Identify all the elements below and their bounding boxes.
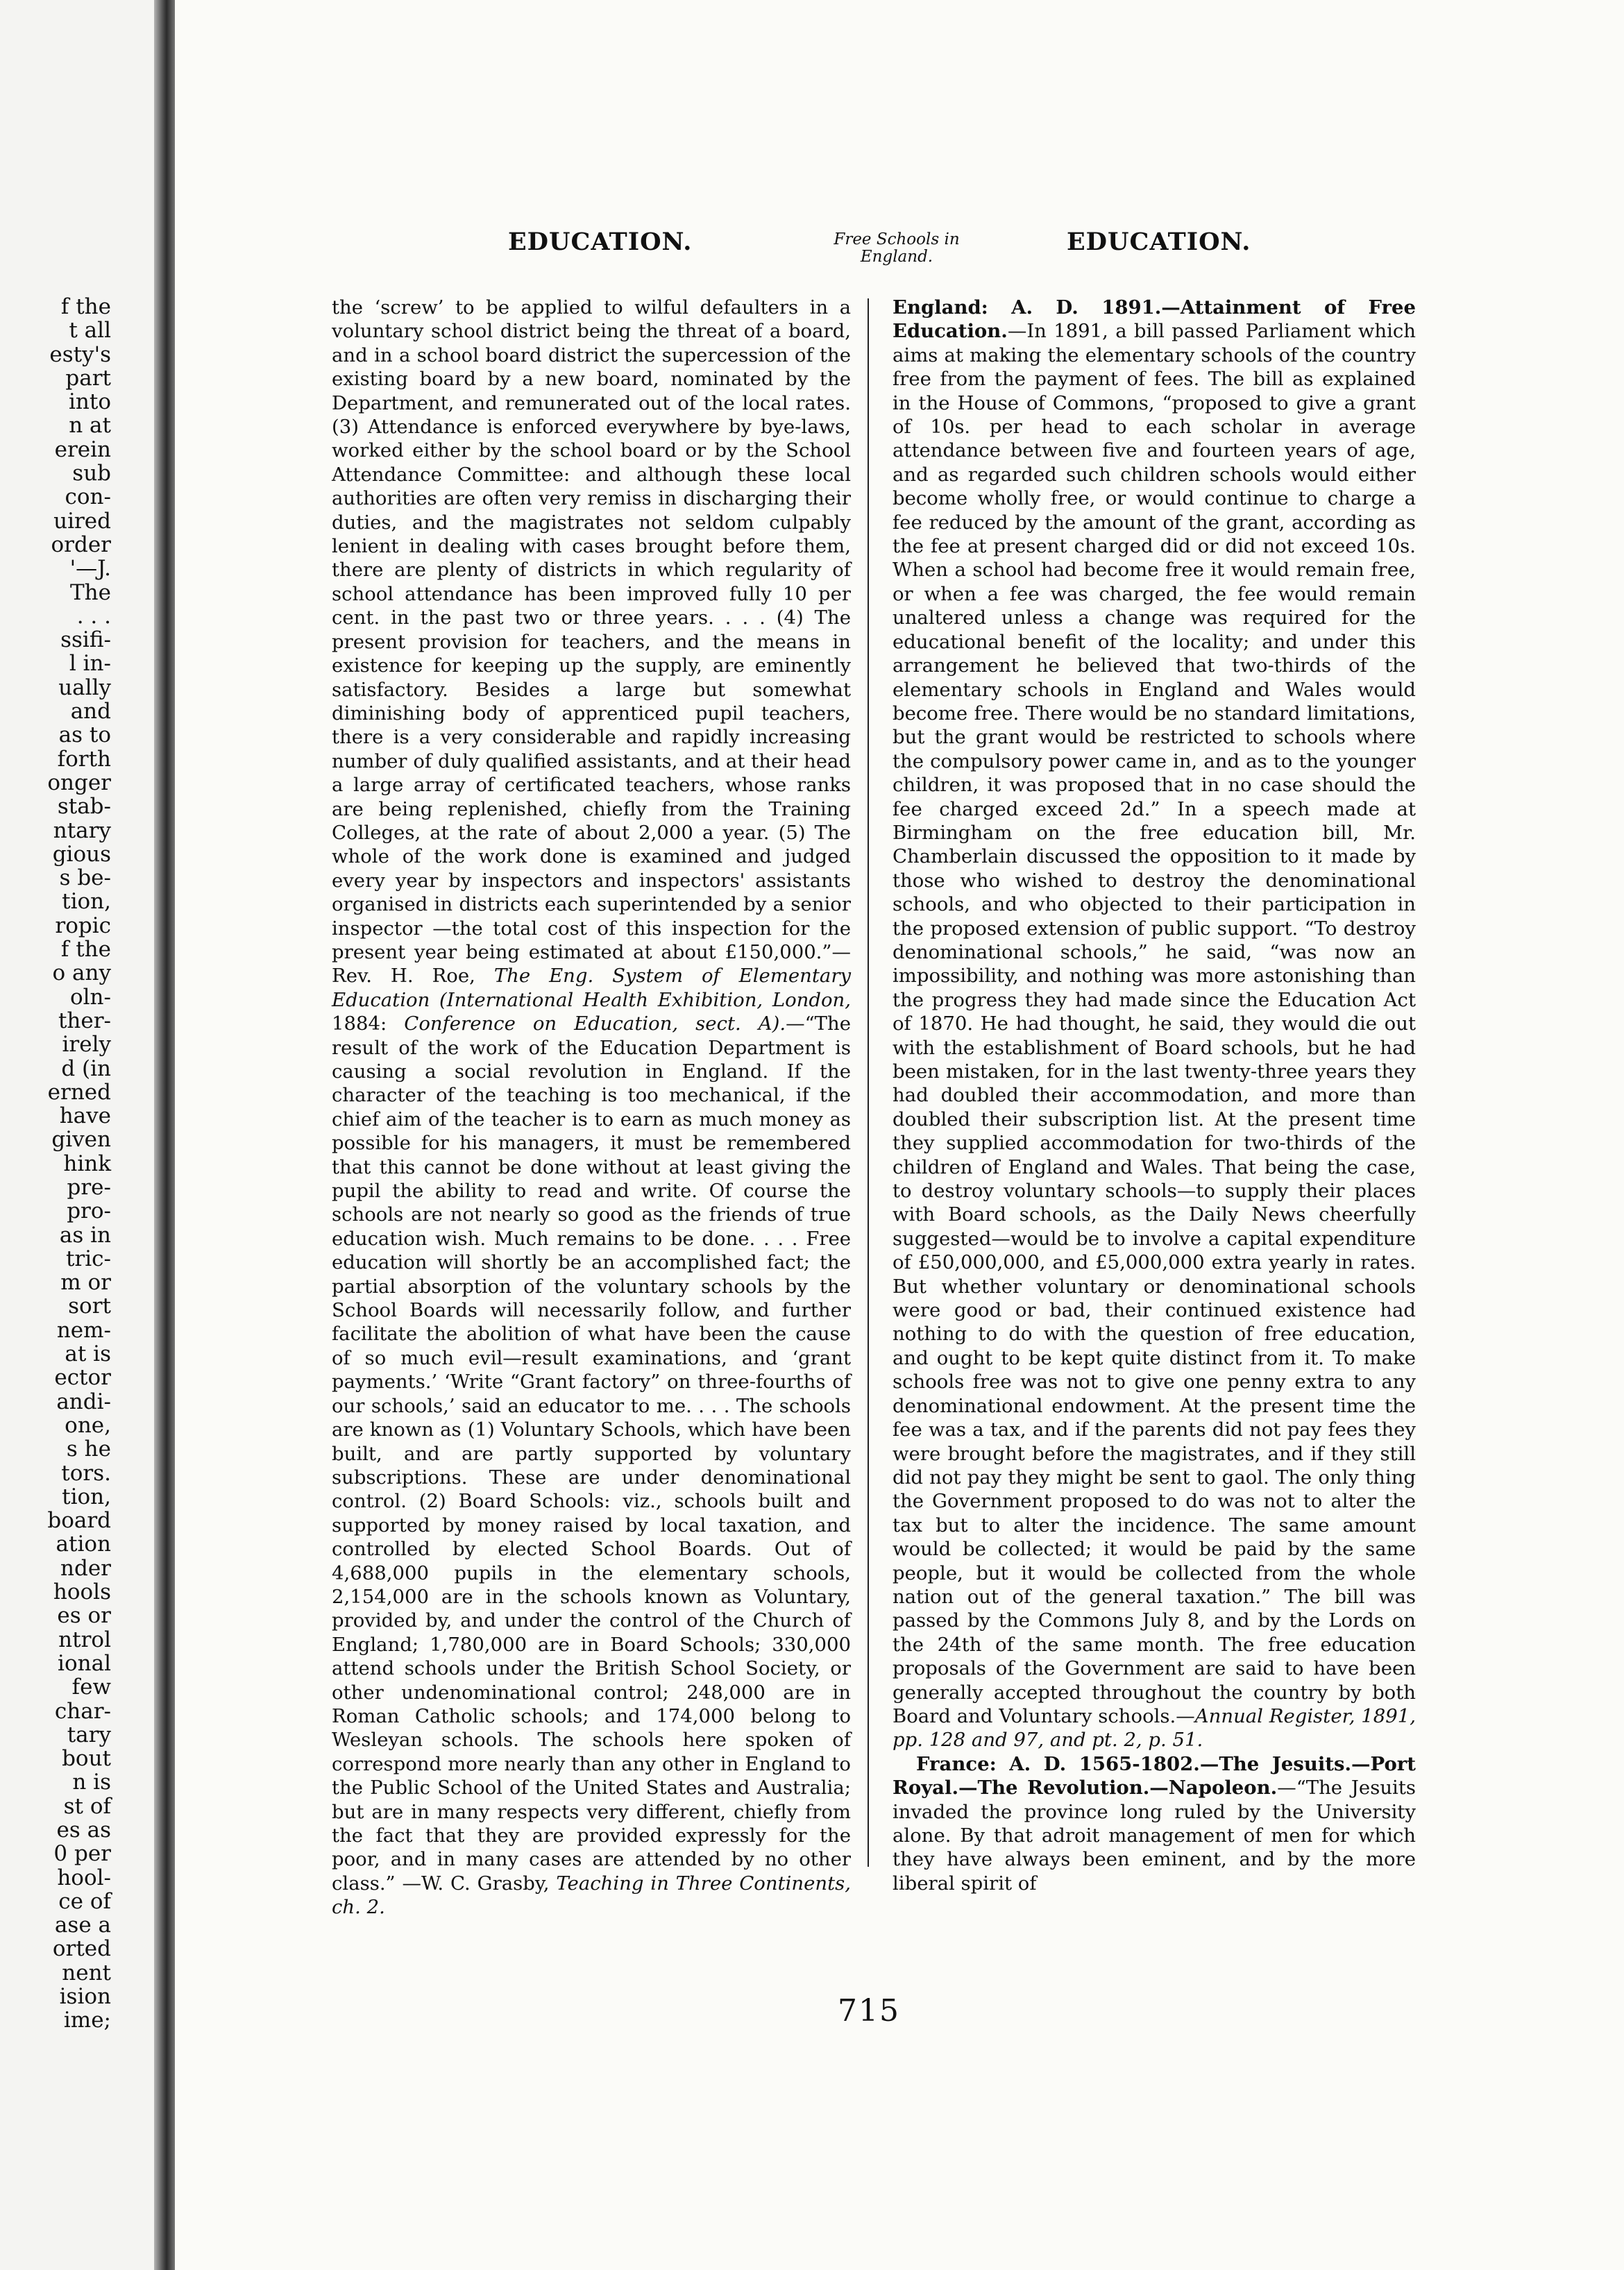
facing-page-line: into xyxy=(68,389,111,415)
facing-page-line: oln- xyxy=(69,984,111,1010)
facing-page-line: erein xyxy=(54,437,111,462)
facing-page-line: sub xyxy=(72,461,111,486)
right-column xyxy=(893,296,1416,1895)
facing-page-line: irely xyxy=(62,1032,111,1058)
facing-page-line: l in- xyxy=(69,651,111,677)
citation: Teaching in Three Continents, ch. 2. xyxy=(332,1872,851,1919)
facing-page-line: st of xyxy=(63,1793,111,1819)
facing-page-line: ase a xyxy=(54,1913,111,1938)
paragraph-text: the ‘screw’ to be applied to wilful defaulters in a voluntary school district being the threat of a board, and in a school board district the supercession of the existing board by a new board, nominated by the Department, and remunerated out of the local rates. (3) Attendance is enforced everywhere by bye-laws, worked either by the school board or by the School Attendance Committee: and although these local authorities are often very remiss in discharging their duties, and the magistrates not seldom culpably lenient in dealing with cases brought before them, there are plenty of districts in which regularity of school attendance has been improved fully 10 per cent. in the past two or three years. . . . (4) The present provision for teachers, and the means in existence for keeping up the supply, are eminently satisfactory. Besides a large but somewhat diminishing body of apprenticed pupil teachers, there is a very considerable and rapidly increasing number of duly qualified assistants, and at their head a large array of certificated teachers, whose ranks are being replenished, chiefly from the Training Colleges, at the rate of about 2,000 a year. (5) The whole of the work done is examined and judged every year by inspectors and inspectors' assistants organised in districts each superintended by a senior inspector —the total cost of this inspection for the present year being estimated at about £150,000.”—Rev. H. Roe, xyxy=(332,296,851,988)
facing-page-text xyxy=(0,0,111,2033)
entry-france-1565 xyxy=(893,1752,1416,1895)
facing-page-line: ssifi- xyxy=(60,627,111,653)
entry-heading: France: A. D. 1565-1802.—The Jesuits.—Port Royal.—The Revolution.—Napoleon. xyxy=(893,1752,1416,1799)
running-head-center xyxy=(786,231,1008,266)
facing-page-line: t all xyxy=(69,318,111,344)
facing-page-line: one, xyxy=(65,1412,111,1438)
facing-page-line: order xyxy=(51,532,111,557)
page-number: 715 xyxy=(838,1993,900,2028)
facing-page-line: part xyxy=(65,365,111,391)
facing-page-line: con- xyxy=(65,484,111,510)
facing-page-line: m or xyxy=(60,1270,111,1296)
facing-page-line: orted xyxy=(52,1936,111,1962)
citation: The Eng. System of Elementary Education (International Health Exhibition, London, xyxy=(332,965,851,1011)
facing-page-line: hink xyxy=(63,1151,111,1176)
citation: Conference on Education, sect. A). xyxy=(404,1013,786,1035)
entry-heading: England: A. D. 1891.—Attainment of Free Education. xyxy=(893,296,1416,343)
facing-page-line: ropic xyxy=(55,913,111,938)
facing-page-line: ther- xyxy=(58,1008,111,1033)
facing-page-line: erned xyxy=(47,1079,111,1105)
entry-england-1891 xyxy=(893,296,1416,1752)
facing-page-line: hools xyxy=(53,1579,111,1605)
facing-page-line: as in xyxy=(59,1222,111,1248)
running-head-left: EDUCATION. xyxy=(508,228,693,256)
facing-page-line: pre- xyxy=(67,1174,111,1200)
facing-page-line: as to xyxy=(58,722,111,748)
facing-page-line: ation xyxy=(56,1532,111,1557)
facing-page-line: pro- xyxy=(67,1198,111,1224)
paragraph-text: —“The result of the work of the Education Department is causing a social revolution in England. If the character of the teaching is too mechanical, if the chief aim of the teacher is to earn as much money as possible for his managers, it must be remembered that this cannot be done without at least giving the pupil the ability to read and write. Of course the schools are not nearly so good as the friends of true education wish. Much remains to be done. . . . Free education will shortly be an accomplished fact; the partial absorption of the voluntary schools by the School Boards will necessarily follow, and further facilitate the abolition of what have been the cause of so much evil—result examinations, and ‘grant payments.’ ‘Write “Grant factory” on three-fourths of our schools,’ said an educator to me. . . . The schools are known as (1) Voluntary Schools, which have been built, and are partly supported by voluntary subscriptions. These are under denominational control. (2) Board Schools: viz., schools built and supported by money raised by local taxation, and controlled by elected School Boards. Out of 4,688,000 pupils in the elementary schools, 2,154,000 are in the schools known as Voluntary, provided by, and under the control of the Church of England; 1,780,000 are in Board Schools; 330,000 attend schools under the British School Society, or other undenominational control; 248,000 are in Roman Catholic schools; and 174,000 belong to Wesleyan schools. The schools here spoken of correspond more nearly than any other in England to the Public School of the United States and Australia; but are in many respects very different, chiefly from the fact that they are provided expressly for the poor, and in many cases are attended by no other class.” —W. C. Grasby, xyxy=(332,1013,851,1895)
facing-page-line: d (in xyxy=(61,1056,111,1081)
facing-page-line: tion, xyxy=(62,889,111,915)
facing-page-line: n at xyxy=(69,413,111,439)
facing-page-line: tric- xyxy=(65,1246,111,1271)
facing-page-line: at is xyxy=(65,1341,111,1367)
running-head-center-line2: England. xyxy=(860,248,933,266)
left-column xyxy=(332,296,851,1920)
facing-page-line: ntary xyxy=(53,818,111,843)
facing-page-line: few xyxy=(71,1675,111,1700)
facing-page-line: nder xyxy=(60,1555,111,1581)
facing-page-line: hool- xyxy=(57,1865,111,1890)
left-column-paragraph xyxy=(332,296,851,1920)
facing-page-line: tary xyxy=(67,1722,111,1747)
page xyxy=(175,0,1624,2270)
facing-page-line: have xyxy=(59,1103,111,1129)
facing-page-line: s he xyxy=(66,1437,111,1462)
running-head-right: EDUCATION. xyxy=(1067,228,1251,256)
facing-page-line: nent xyxy=(62,1960,111,1985)
facing-page-edge xyxy=(0,0,154,2270)
facing-page-line: stab- xyxy=(57,794,111,820)
facing-page-line: forth xyxy=(57,746,111,772)
paragraph-text: —In 1891, a bill passed Parliament which aims at making the elementary schools of the country free from the payment of fees. The bill as explained in the House of Commons, “proposed to give a grant of 10s. per head to each scholar in average attendance between five and fourteen years of age, and as regarded such children schools would either become wholly free, or would continue to charge a fee reduced by the amount of the grant, according as the fee at present charged did or did not exceed 10s. When a school had become free it would remain free, or when a fee was charged, the fee would remain unaltered unless a change was required for the educational benefit of the locality; and under this arrangement he believed that two-thirds of the elementary schools in England and Wales would become free. There would be no standard limitations, but the grant would be restricted to schools where the compulsory power came in, and as to the younger children, it was proposed that in no case should the fee charged exceed 2d.” In a speech made at Birmingham on the free education bill, Mr. Chamberlain discussed the opposition to it made by those who wished to destroy the denominational schools, and who objected to their participation in the proposed extension of public support. “To destroy denominational schools,” he said, “was now an impossibility, and nothing was more astonishing than the progress they had made since the Education Act of 1870. He had thought, he said, they would die out with the establishment of Board schools, but he had been mistaken, for in the last twenty-three years they had doubled their accommodation, and more than doubled their subscription list. At the present time they supplied accommodation for two-thirds of the children of England and Wales. That being the case, to destroy voluntary schools—to supply their places with Board schools, as the Daily News cheerfully suggested—would be to involve a capital expenditure of £50,000,000, and £5,000,000 extra yearly in rates. But whether voluntary or denominational schools were good or bad, their continued existence had nothing to do with the question of free education, and ought to be kept quite distinct from it. To make schools free was not to give one penny extra to any denominational endowment. At the present time the fee was a tax, and if the parents did not pay fees they were brought before the magistrates, and if they still did not pay they might be sent to gaol. The only thing the Government proposed to do was not to alter the tax but to alter the incidence. The same amount would be collected; it would be paid by the same people, but it would be collected from the whole nation out of the general taxation.” The bill was passed by the Commons July 8, and by the Lords on the 24th of the same month. The free education proposals of the Government are said to have been generally accepted throughout the country by both Board and Voluntary schools.— xyxy=(893,320,1416,1727)
facing-page-line: ision xyxy=(59,1984,111,2010)
facing-page-line: esty's xyxy=(49,341,111,367)
facing-page-line: ector xyxy=(54,1365,111,1391)
facing-page-line: n is xyxy=(72,1770,111,1795)
facing-page-line: sort xyxy=(68,1294,111,1319)
facing-page-line: ional xyxy=(58,1650,111,1676)
facing-page-line: and xyxy=(70,699,111,725)
facing-page-line: '—J. xyxy=(69,556,111,582)
facing-page-line: f the xyxy=(60,937,111,963)
facing-page-line: board xyxy=(47,1508,111,1534)
facing-page-line: ually xyxy=(58,675,111,700)
facing-page-line: s be- xyxy=(59,865,111,891)
paragraph-text: 1884: xyxy=(332,1013,387,1035)
paragraph-text: —“The Jesuits invaded the province long ruled by the University alone. By that adroit management of men for which they have always been eminent, and by the more liberal spirit of xyxy=(893,1777,1416,1895)
facing-page-line: ime; xyxy=(63,2008,111,2033)
facing-page-line: es or xyxy=(57,1603,111,1629)
running-head-center-line1: Free Schools in xyxy=(834,230,960,248)
facing-page-line: uired xyxy=(53,508,111,534)
book-spine xyxy=(154,0,175,2270)
facing-page-line: f the xyxy=(60,294,111,319)
facing-page-line: char- xyxy=(54,1698,111,1724)
facing-page-line: bout xyxy=(62,1746,111,1772)
facing-page-line: o any xyxy=(52,960,111,986)
facing-page-line: . . . xyxy=(76,603,111,629)
facing-page-line: The xyxy=(70,579,111,605)
facing-page-line: gious xyxy=(52,841,111,867)
facing-page-line: onger xyxy=(47,770,111,795)
facing-page-line: ce of xyxy=(58,1888,111,1914)
column-divider xyxy=(868,298,869,1867)
facing-page-line: nem- xyxy=(56,1317,111,1343)
facing-page-line: tion, xyxy=(62,1484,111,1509)
facing-page-line: es as xyxy=(56,1818,111,1843)
facing-page-line: given xyxy=(51,1127,111,1153)
facing-page-line: ntrol xyxy=(58,1627,111,1652)
facing-page-line: andi- xyxy=(56,1389,111,1414)
facing-page-line: 0 per xyxy=(53,1841,111,1867)
facing-page-line: tors. xyxy=(61,1460,111,1486)
citation: Annual Register, 1891, pp. 128 and 97, and pt. 2, p. 51. xyxy=(893,1704,1416,1752)
